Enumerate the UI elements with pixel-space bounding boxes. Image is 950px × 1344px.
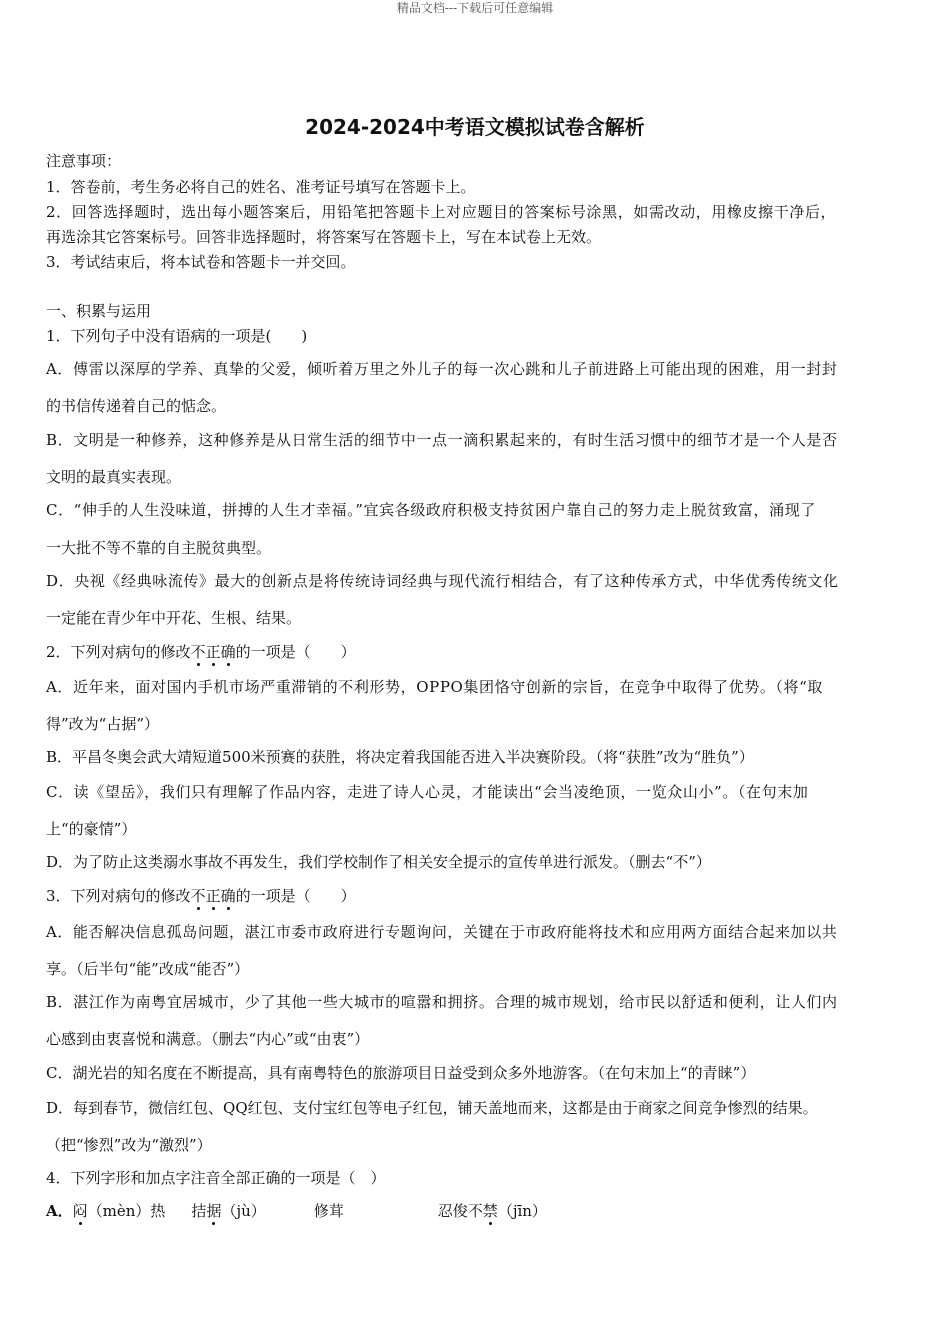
page-title: 2024-2024中考语文模拟试卷含解析 xyxy=(305,115,645,139)
q2-stem xyxy=(46,642,356,662)
q3-stem-dotted: 确 xyxy=(220,887,236,905)
q2-option-b: B．平昌冬奥会武大靖短道500米预赛的获胜，将决定着我国能否进入半决赛阶段。（将“获胜”改为“胜负”） xyxy=(46,748,754,766)
q4-word: 拮 xyxy=(191,1202,207,1220)
q3-option-c: C．湖光岩的知名度在不断提高，具有南粤特色的旅游项目日益受到众多外地游客。（在句末加上“的青睐”） xyxy=(46,1064,756,1082)
notice-item-2-cont: 再选涂其它答案标号。回答非选择题时，将答案写在答题卡上，写在本试卷上无效。 xyxy=(46,228,602,246)
q3-option-a-cont: 享。（后半句“能”改成“能否”） xyxy=(46,960,250,978)
q2-stem-dotted: 确 xyxy=(220,643,236,661)
q2-option-c: C．读《望岳》，我们只有理解了作品内容，走进了诗人心灵，才能读出“会当凌绝顶，一览众山小”。（在句末加 xyxy=(46,783,809,801)
q3-stem-pre: 3．下列对病句的修改 xyxy=(46,887,191,905)
q4-word: 忍俊不 xyxy=(437,1202,483,1220)
q4-dotted-char: 闷 xyxy=(72,1202,88,1220)
q4-option-a-label: A． xyxy=(46,1202,73,1220)
q1-option-a: A．傅雷以深厚的学养、真挚的父爱，倾听着万里之外儿子的每一次心跳和儿子前进路上可能出现的困难，用一封封 xyxy=(46,360,838,378)
q2-option-a: A．近年来，面对国内手机市场严重滞销的不利形势，OPPO集团恪守创新的宗旨，在竞争中取得了优势。（将“取 xyxy=(46,678,823,696)
q4-stem: 4．下列字形和加点字注音全部正确的一项是（ ） xyxy=(46,1169,386,1187)
q3-option-d: D．每到春节，微信红包、QQ红包、支付宝红包等电子红包，铺天盖地而来，这都是由于商家之间竞争惨烈的结果。 xyxy=(46,1099,818,1117)
q1-option-c-cont: 一大批不等不靠的自主脱贫典型。 xyxy=(46,539,272,557)
q1-option-d-cont: 一定能在青少年中开花、生根、结果。 xyxy=(46,609,302,627)
q1-option-b-cont: 文明的最真实表现。 xyxy=(46,468,182,486)
q1-option-d: D．央视《经典咏流传》最大的创新点是将传统诗词经典与现代流行相结合，有了这种传承方式，中华优秀传统文化 xyxy=(46,572,839,590)
notice-item-2: 2．回答选择题时，选出每小题答案后，用铅笔把答题卡上对应题目的答案标号涂黑，如需改动，用橡皮擦干净后， xyxy=(46,203,837,221)
q3-stem-dotted: 正 xyxy=(205,887,221,905)
q4-pinyin: （jīn） xyxy=(497,1202,547,1220)
q1-option-a-cont: 的书信传递着自己的惦念。 xyxy=(46,397,227,415)
q4-dotted-char: 禁 xyxy=(482,1202,498,1220)
q3-stem-dotted: 不 xyxy=(190,887,206,905)
q3-option-a: A．能否解决信息孤岛问题，湛江市委市政府进行专题询问，关键在于市政府能将技术和应用两方面结合起来加以共 xyxy=(46,923,838,941)
q4-word: 修茸 xyxy=(313,1202,344,1220)
q4-pinyin: （mèn）热 xyxy=(87,1202,166,1220)
q2-option-c-cont: 上“的豪情”） xyxy=(46,820,137,838)
q2-option-a-cont: 得”改为“占据”） xyxy=(46,715,160,733)
q3-option-b-cont: 心感到由衷喜悦和满意。（删去“内心”或“由衷”） xyxy=(46,1030,370,1048)
q2-option-d: D．为了防止这类溺水事故不再发生，我们学校制作了相关安全提示的宣传单进行派发。（删去“不”） xyxy=(46,853,711,871)
q2-stem-dotted: 正 xyxy=(205,643,221,661)
section-heading: 一、积累与运用 xyxy=(46,302,152,320)
q4-dotted-char: 据 xyxy=(206,1202,222,1220)
q4-pinyin: （jù） xyxy=(221,1202,266,1220)
q3-stem-post: 的一项是（ ） xyxy=(235,887,356,905)
q1-option-b: B．文明是一种修养，这种修养是从日常生活的细节中一点一滴积累起来的，有时生活习惯中的细节才是一个人是否 xyxy=(46,431,838,449)
q3-option-d-cont: （把“惨烈”改为“激烈”） xyxy=(46,1136,212,1154)
q3-stem xyxy=(46,886,356,906)
q2-stem-post: 的一项是（ ） xyxy=(235,643,356,661)
q2-stem-dotted: 不 xyxy=(190,643,206,661)
q4-option-a xyxy=(46,1201,547,1221)
page-header: 精品文档---下载后可任意编辑 xyxy=(396,1,554,15)
notice-item-3: 3．考试结束后，将本试卷和答题卡一并交回。 xyxy=(46,253,356,271)
q2-stem-pre: 2．下列对病句的修改 xyxy=(46,643,191,661)
q1-stem: 1．下列句子中没有语病的一项是( ) xyxy=(46,327,308,345)
q3-option-b: B．湛江作为南粤宜居城市，少了其他一些大城市的喧嚣和拥挤。合理的城市规划，给市民以舒适和便利，让人们内 xyxy=(46,993,838,1011)
notice-item-1: 1．答卷前，考生务必将自己的姓名、准考证号填写在答题卡上。 xyxy=(46,178,476,196)
notice-heading: 注意事项： xyxy=(46,152,122,170)
q1-option-c: C．“伸手的人生没味道，拼搏的人生才幸福。”宜宾各级政府积极支持贫困户靠自己的努力走上脱贫致富，涌现了 xyxy=(46,501,816,519)
